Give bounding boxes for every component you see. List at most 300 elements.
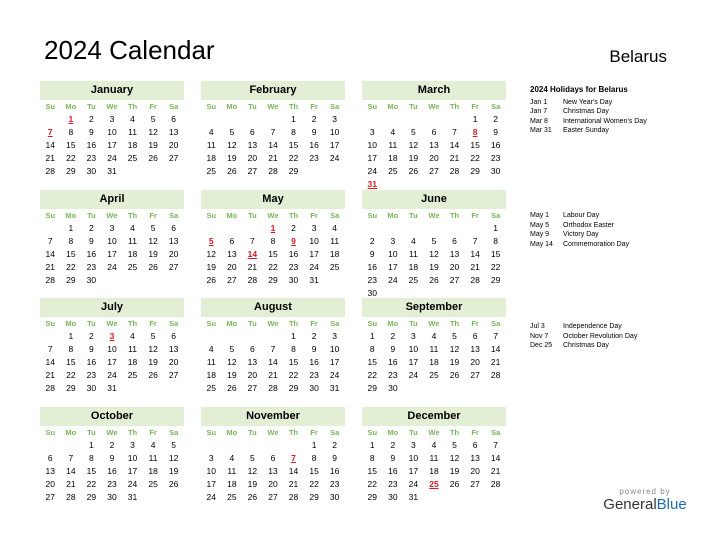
day-cell: 19 bbox=[227, 153, 237, 163]
day-cell: 13 bbox=[168, 236, 179, 246]
day-cell: 16 bbox=[86, 357, 97, 367]
holiday-item bbox=[530, 107, 647, 117]
day-grid bbox=[201, 222, 345, 287]
weekday-row bbox=[40, 427, 184, 439]
day-cell: 11 bbox=[206, 140, 216, 150]
day-cell: 24 bbox=[329, 153, 340, 163]
day-cell: 24 bbox=[329, 370, 340, 380]
weekday-label: We bbox=[267, 211, 279, 220]
day-cell: 22 bbox=[367, 370, 378, 380]
day-cell: 6 bbox=[47, 453, 53, 463]
day-cell: 11 bbox=[206, 357, 216, 367]
day-cell: 29 bbox=[268, 275, 278, 285]
day-cell: 10 bbox=[408, 453, 419, 463]
holiday-day: 1 bbox=[270, 223, 276, 233]
day-cell: 25 bbox=[127, 153, 138, 163]
day-cell: 20 bbox=[268, 479, 278, 489]
day-cell: 21 bbox=[470, 262, 480, 272]
day-cell: 3 bbox=[311, 223, 317, 233]
day-cell: 28 bbox=[268, 383, 278, 393]
weekday-row bbox=[201, 210, 345, 222]
day-cell: 27 bbox=[470, 370, 480, 380]
day-cell: 13 bbox=[168, 344, 179, 354]
day-cell: 14 bbox=[449, 140, 460, 150]
day-cell: 13 bbox=[247, 140, 258, 150]
day-cell: 1 bbox=[472, 114, 478, 124]
day-cell: 16 bbox=[309, 357, 319, 367]
weekday-row bbox=[201, 101, 345, 113]
day-cell: 12 bbox=[429, 249, 439, 259]
day-grid bbox=[201, 113, 345, 178]
day-cell: 18 bbox=[127, 249, 138, 259]
weekday-label: Su bbox=[367, 102, 378, 111]
day-cell: 18 bbox=[429, 357, 439, 367]
holiday-item bbox=[530, 117, 647, 127]
day-cell: 22 bbox=[86, 479, 97, 489]
month-header: December bbox=[362, 407, 506, 426]
day-cell: 15 bbox=[367, 466, 378, 476]
day-cell: 2 bbox=[390, 331, 396, 341]
weekday-label: Th bbox=[288, 102, 299, 111]
weekday-label: Fr bbox=[149, 319, 157, 328]
generalblue-logo[interactable] bbox=[588, 487, 702, 513]
holiday-date: May 1 bbox=[530, 212, 550, 219]
day-cell: 9 bbox=[332, 453, 338, 463]
day-cell: 30 bbox=[388, 383, 398, 393]
day-cell: 26 bbox=[449, 479, 460, 489]
holiday-day: 31 bbox=[367, 179, 378, 189]
holiday-date: Jan 1 bbox=[530, 98, 548, 106]
month-june bbox=[362, 190, 506, 300]
day-cell: 31 bbox=[127, 492, 138, 502]
day-cell: 19 bbox=[449, 357, 460, 367]
weekday-label: Su bbox=[206, 211, 217, 220]
day-cell: 5 bbox=[452, 440, 457, 450]
day-cell: 29 bbox=[309, 492, 319, 502]
day-cell: 19 bbox=[148, 140, 158, 150]
day-cell: 18 bbox=[148, 466, 158, 476]
day-cell: 4 bbox=[130, 331, 135, 341]
day-cell: 11 bbox=[128, 344, 137, 354]
day-cell: 20 bbox=[247, 370, 258, 380]
day-cell: 5 bbox=[452, 331, 457, 341]
day-cell: 12 bbox=[148, 127, 158, 137]
day-cell: 5 bbox=[250, 453, 255, 463]
day-cell: 9 bbox=[89, 236, 94, 246]
day-cell: 4 bbox=[229, 453, 235, 463]
day-cell: 20 bbox=[470, 357, 480, 367]
day-cell: 24 bbox=[408, 370, 419, 380]
day-cell: 11 bbox=[227, 466, 237, 476]
day-cell: 2 bbox=[332, 440, 338, 450]
day-cell: 25 bbox=[206, 383, 217, 393]
day-cell: 26 bbox=[227, 383, 237, 393]
day-cell: 13 bbox=[45, 466, 56, 476]
holiday-name: International Women's Day bbox=[563, 117, 647, 125]
day-cell: 14 bbox=[45, 357, 56, 367]
weekday-label: Th bbox=[449, 102, 460, 111]
weekday-label: We bbox=[428, 211, 440, 220]
day-cell: 4 bbox=[208, 127, 214, 137]
day-cell: 28 bbox=[247, 275, 258, 285]
weekday-label: Tu bbox=[248, 428, 257, 437]
day-cell: 2 bbox=[493, 114, 499, 124]
day-cell: 3 bbox=[411, 331, 416, 341]
day-cell: 9 bbox=[109, 453, 115, 463]
day-cell: 27 bbox=[247, 166, 258, 176]
day-cell: 16 bbox=[86, 140, 97, 150]
day-cell: 7 bbox=[493, 440, 499, 450]
day-cell: 19 bbox=[408, 153, 419, 163]
day-cell: 24 bbox=[107, 262, 117, 272]
day-cell: 16 bbox=[329, 466, 340, 476]
day-cell: 13 bbox=[168, 127, 179, 137]
day-cell: 8 bbox=[291, 344, 296, 354]
day-cell: 2 bbox=[291, 223, 296, 233]
weekday-label: Fr bbox=[310, 211, 318, 220]
day-cell: 27 bbox=[168, 262, 179, 272]
day-cell: 27 bbox=[429, 166, 439, 176]
day-cell: 19 bbox=[206, 262, 217, 272]
day-cell: 17 bbox=[107, 357, 117, 367]
weekday-label: We bbox=[428, 102, 440, 111]
day-grid bbox=[362, 113, 506, 191]
day-cell: 24 bbox=[408, 479, 419, 489]
weekday-label: Fr bbox=[149, 211, 157, 220]
weekday-label: Sa bbox=[169, 319, 179, 328]
day-cell: 6 bbox=[431, 127, 437, 137]
day-cell: 7 bbox=[68, 453, 74, 463]
day-cell: 21 bbox=[490, 466, 501, 476]
day-cell: 1 bbox=[68, 331, 74, 341]
day-cell: 23 bbox=[309, 153, 319, 163]
day-cell: 8 bbox=[291, 127, 296, 137]
day-cell: 15 bbox=[288, 357, 299, 367]
day-grid bbox=[201, 439, 345, 504]
day-cell: 20 bbox=[247, 153, 258, 163]
day-cell: 12 bbox=[168, 453, 179, 463]
day-cell: 3 bbox=[130, 440, 135, 450]
holiday-name: Christmas Day bbox=[563, 342, 609, 349]
weekday-label: We bbox=[267, 102, 279, 111]
day-cell: 30 bbox=[388, 492, 398, 502]
day-cell: 2 bbox=[311, 114, 317, 124]
day-cell: 28 bbox=[66, 492, 76, 502]
day-cell: 15 bbox=[268, 249, 278, 259]
day-cell: 29 bbox=[66, 166, 76, 176]
day-cell: 13 bbox=[268, 466, 278, 476]
day-cell: 20 bbox=[227, 262, 237, 272]
day-cell: 19 bbox=[148, 357, 158, 367]
weekday-label: Sa bbox=[330, 211, 340, 220]
empty-cell bbox=[201, 330, 222, 343]
day-cell: 1 bbox=[89, 440, 94, 450]
empty-cell bbox=[383, 222, 404, 235]
day-cell: 27 bbox=[227, 275, 237, 285]
day-cell: 6 bbox=[472, 440, 478, 450]
day-cell: 7 bbox=[270, 127, 276, 137]
day-cell: 27 bbox=[45, 492, 56, 502]
day-cell: 14 bbox=[66, 466, 76, 476]
holiday-day: 1 bbox=[68, 114, 74, 124]
day-cell: 23 bbox=[388, 370, 398, 380]
day-cell: 29 bbox=[288, 383, 299, 393]
day-grid bbox=[362, 222, 506, 300]
day-cell: 10 bbox=[107, 236, 117, 246]
weekday-row bbox=[40, 318, 184, 330]
empty-cell bbox=[383, 113, 404, 126]
day-cell: 7 bbox=[47, 236, 53, 246]
holiday-item bbox=[530, 332, 637, 342]
day-cell: 6 bbox=[270, 453, 276, 463]
day-cell: 16 bbox=[490, 140, 501, 150]
holiday-date: Mar 31 bbox=[530, 127, 552, 134]
day-cell: 6 bbox=[472, 331, 478, 341]
day-cell: 21 bbox=[66, 479, 76, 489]
day-cell: 7 bbox=[250, 236, 255, 246]
day-cell: 5 bbox=[171, 440, 177, 450]
day-cell: 23 bbox=[329, 479, 340, 489]
empty-cell bbox=[263, 113, 284, 126]
day-cell: 22 bbox=[288, 153, 299, 163]
holiday-day: 14 bbox=[247, 249, 258, 259]
day-cell: 8 bbox=[369, 453, 375, 463]
day-cell: 6 bbox=[171, 331, 177, 341]
day-cell: 29 bbox=[86, 492, 97, 502]
day-cell: 28 bbox=[288, 492, 299, 502]
weekday-label: Fr bbox=[310, 319, 318, 328]
day-cell: 21 bbox=[268, 370, 278, 380]
weekday-label: Th bbox=[449, 428, 460, 437]
empty-cell bbox=[263, 439, 284, 452]
month-header: November bbox=[201, 407, 345, 426]
empty-cell bbox=[222, 222, 243, 235]
day-cell: 4 bbox=[130, 223, 135, 233]
weekday-label: Fr bbox=[471, 428, 479, 437]
day-cell: 26 bbox=[206, 275, 217, 285]
month-december bbox=[362, 407, 506, 504]
day-cell: 12 bbox=[247, 466, 258, 476]
day-cell: 22 bbox=[66, 262, 76, 272]
day-cell: 9 bbox=[89, 344, 94, 354]
day-cell: 4 bbox=[130, 114, 135, 124]
empty-cell bbox=[222, 113, 243, 126]
day-cell: 9 bbox=[369, 249, 375, 259]
day-cell: 17 bbox=[206, 479, 217, 489]
weekday-label: Su bbox=[45, 211, 56, 220]
day-cell: 1 bbox=[493, 223, 499, 233]
holiday-date: May 5 bbox=[530, 221, 550, 229]
weekday-label: We bbox=[106, 102, 118, 111]
weekday-label: Th bbox=[449, 211, 460, 220]
day-cell: 30 bbox=[329, 492, 340, 502]
weekday-label: Su bbox=[45, 428, 56, 437]
weekday-label: Th bbox=[449, 319, 460, 328]
empty-cell bbox=[40, 439, 61, 452]
day-cell: 5 bbox=[229, 344, 235, 354]
day-cell: 10 bbox=[127, 453, 138, 463]
day-cell: 26 bbox=[408, 166, 419, 176]
day-cell: 10 bbox=[408, 344, 419, 354]
month-october bbox=[40, 407, 184, 504]
day-cell: 22 bbox=[268, 262, 278, 272]
holiday-item bbox=[530, 240, 629, 250]
day-cell: 16 bbox=[388, 357, 398, 367]
day-cell: 30 bbox=[107, 492, 117, 502]
day-cell: 3 bbox=[332, 331, 338, 341]
day-cell: 11 bbox=[148, 453, 158, 463]
month-header: May bbox=[201, 190, 345, 209]
holiday-date: May 14 bbox=[530, 240, 553, 248]
day-cell: 12 bbox=[227, 357, 237, 367]
day-cell: 15 bbox=[367, 357, 378, 367]
holiday-list-q3 bbox=[530, 322, 637, 351]
day-cell: 4 bbox=[431, 331, 437, 341]
weekday-label: Tu bbox=[409, 319, 418, 328]
day-cell: 15 bbox=[490, 249, 501, 259]
weekday-label: Sa bbox=[491, 102, 501, 111]
empty-cell bbox=[242, 113, 263, 126]
day-cell: 29 bbox=[288, 166, 299, 176]
weekday-label: Tu bbox=[248, 319, 257, 328]
brand-name: GeneralBlue bbox=[603, 496, 687, 513]
empty-cell bbox=[222, 330, 243, 343]
month-april bbox=[40, 190, 184, 287]
day-cell: 19 bbox=[148, 249, 158, 259]
day-cell: 31 bbox=[107, 383, 117, 393]
day-cell: 5 bbox=[411, 127, 416, 137]
day-cell: 3 bbox=[208, 453, 214, 463]
month-header: October bbox=[40, 407, 184, 426]
day-cell: 30 bbox=[309, 383, 319, 393]
day-cell: 31 bbox=[107, 166, 117, 176]
day-cell: 29 bbox=[470, 166, 480, 176]
weekday-label: Mo bbox=[65, 319, 77, 328]
weekday-label: Tu bbox=[409, 211, 418, 220]
day-cell: 26 bbox=[429, 275, 439, 285]
day-cell: 21 bbox=[268, 153, 278, 163]
day-cell: 4 bbox=[390, 127, 396, 137]
day-cell: 28 bbox=[45, 166, 56, 176]
day-cell: 16 bbox=[309, 140, 319, 150]
weekday-label: Th bbox=[127, 428, 138, 437]
day-cell: 25 bbox=[329, 262, 340, 272]
day-cell: 18 bbox=[206, 370, 217, 380]
empty-cell bbox=[242, 330, 263, 343]
day-cell: 11 bbox=[429, 344, 439, 354]
weekday-row bbox=[362, 210, 506, 222]
day-cell: 18 bbox=[388, 153, 398, 163]
weekday-row bbox=[362, 318, 506, 330]
day-cell: 30 bbox=[367, 288, 378, 298]
day-cell: 26 bbox=[168, 479, 179, 489]
weekday-label: Tu bbox=[87, 102, 96, 111]
day-cell: 11 bbox=[128, 236, 137, 246]
day-cell: 25 bbox=[206, 166, 217, 176]
day-cell: 10 bbox=[388, 249, 398, 259]
day-cell: 7 bbox=[472, 236, 478, 246]
empty-cell bbox=[263, 330, 284, 343]
month-header: July bbox=[40, 298, 184, 317]
day-cell: 21 bbox=[288, 479, 299, 489]
weekday-row bbox=[40, 210, 184, 222]
day-cell: 3 bbox=[109, 114, 115, 124]
day-cell: 6 bbox=[171, 223, 177, 233]
weekday-label: Mo bbox=[65, 102, 77, 111]
day-cell: 20 bbox=[470, 466, 480, 476]
weekday-label: Fr bbox=[310, 102, 318, 111]
day-cell: 23 bbox=[388, 479, 398, 489]
day-cell: 11 bbox=[330, 236, 340, 246]
weekday-label: Tu bbox=[248, 102, 257, 111]
day-cell: 8 bbox=[311, 453, 317, 463]
weekday-label: Su bbox=[206, 102, 217, 111]
day-cell: 22 bbox=[367, 479, 378, 489]
day-cell: 17 bbox=[329, 357, 340, 367]
month-january bbox=[40, 81, 184, 178]
day-cell: 10 bbox=[309, 236, 319, 246]
weekday-label: We bbox=[428, 428, 440, 437]
day-cell: 22 bbox=[288, 370, 299, 380]
day-cell: 19 bbox=[168, 466, 179, 476]
month-header: August bbox=[201, 298, 345, 317]
day-cell: 25 bbox=[127, 370, 138, 380]
holiday-name: Independence Day bbox=[563, 323, 622, 330]
month-header: June bbox=[362, 190, 506, 209]
holiday-date: May 9 bbox=[530, 231, 550, 238]
day-cell: 17 bbox=[309, 249, 319, 259]
weekday-label: Sa bbox=[491, 211, 501, 220]
day-cell: 15 bbox=[470, 140, 480, 150]
weekday-label: Th bbox=[127, 211, 138, 220]
empty-cell bbox=[362, 222, 383, 235]
weekday-label: Tu bbox=[87, 428, 96, 437]
day-cell: 1 bbox=[369, 331, 375, 341]
day-cell: 18 bbox=[227, 479, 237, 489]
empty-cell bbox=[362, 113, 383, 126]
month-november bbox=[201, 407, 345, 504]
day-cell: 28 bbox=[470, 275, 480, 285]
day-cell: 21 bbox=[45, 370, 56, 380]
day-cell: 3 bbox=[369, 127, 375, 137]
day-grid bbox=[40, 222, 184, 287]
weekday-label: Sa bbox=[169, 102, 179, 111]
day-cell: 16 bbox=[107, 466, 117, 476]
holiday-day: 7 bbox=[47, 127, 53, 137]
day-cell: 27 bbox=[168, 370, 179, 380]
empty-cell bbox=[222, 439, 243, 452]
day-cell: 12 bbox=[449, 344, 460, 354]
day-cell: 24 bbox=[388, 275, 398, 285]
weekday-label: Tu bbox=[409, 428, 418, 437]
day-cell: 14 bbox=[490, 453, 501, 463]
day-cell: 27 bbox=[470, 479, 480, 489]
day-cell: 23 bbox=[86, 153, 97, 163]
day-cell: 29 bbox=[66, 275, 76, 285]
day-cell: 26 bbox=[148, 370, 158, 380]
weekday-row bbox=[362, 427, 506, 439]
day-cell: 4 bbox=[431, 440, 437, 450]
empty-cell bbox=[424, 222, 445, 235]
weekday-label: Su bbox=[206, 428, 217, 437]
day-cell: 11 bbox=[408, 249, 418, 259]
holiday-item bbox=[530, 322, 637, 332]
holiday-item bbox=[530, 230, 629, 240]
day-cell: 23 bbox=[309, 370, 319, 380]
day-cell: 31 bbox=[329, 383, 340, 393]
day-cell: 7 bbox=[270, 344, 276, 354]
weekday-label: We bbox=[428, 319, 440, 328]
